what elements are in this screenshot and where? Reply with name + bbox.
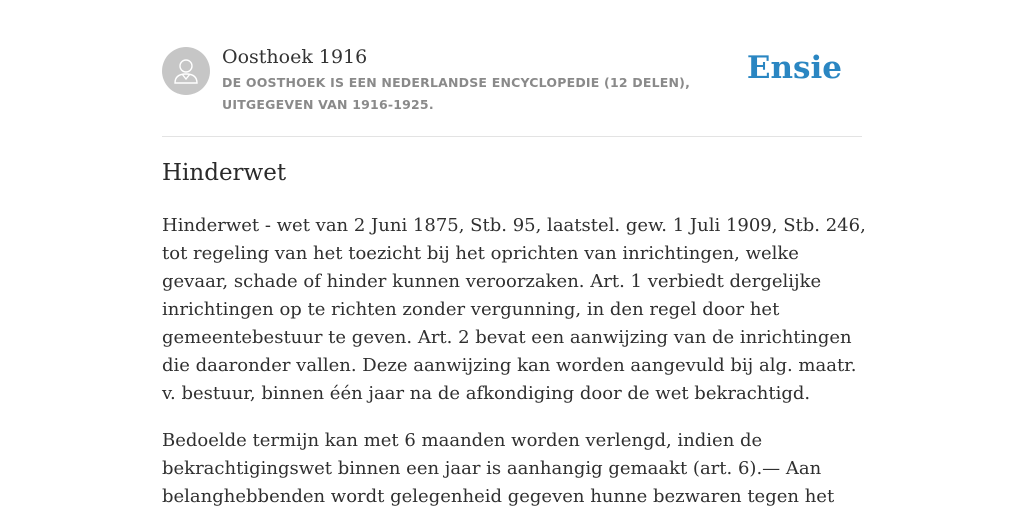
entry-body — [162, 212, 868, 512]
entry-title: Hinderwet — [162, 160, 287, 186]
entry-paragraph: Hinderwet - wet van 2 Juni 1875, Stb. 95, laatstel. gew. 1 Juli 1909, Stb. 246, tot regeling van het toezicht bij het oprichten van inrichtingen, welke gevaar, schade of hinder kunnen veroorzaken. Art. 1 verbiedt dergelijke inrichtingen op te richten zonder vergunning, in den regel door het gemeentebestuur te geven. Art. 2 bevat een aanwijzing van de inrichtingen die daaronder vallen. Deze aanwijzing kan worden aangevuld bij alg. maatr. v. bestuur, binnen één jaar na de afkondiging door de wet bekrachtigd. — [162, 215, 866, 404]
page — [162, 0, 866, 507]
entry-paragraph: Bedoelde termijn kan met 6 maanden worden verlengd, indien de bekrachtigingswet binnen een jaar is aanhangig gemaakt (art. 6).— Aan belanghebbenden wordt gelegenheid gegeven hunne bezwaren tegen het — [162, 430, 835, 507]
source-description: DE OOSTHOEK IS EEN NEDERLANDSE ENCYCLOPEDIE (12 DELEN), UITGEGEVEN VAN 1916-1925. — [222, 75, 691, 112]
user-icon — [171, 56, 201, 86]
ensie-logo[interactable]: Ensie — [746, 50, 842, 86]
source-title[interactable]: Oosthoek 1916 — [222, 46, 368, 68]
source-header — [162, 0, 862, 137]
avatar[interactable] — [162, 47, 210, 95]
